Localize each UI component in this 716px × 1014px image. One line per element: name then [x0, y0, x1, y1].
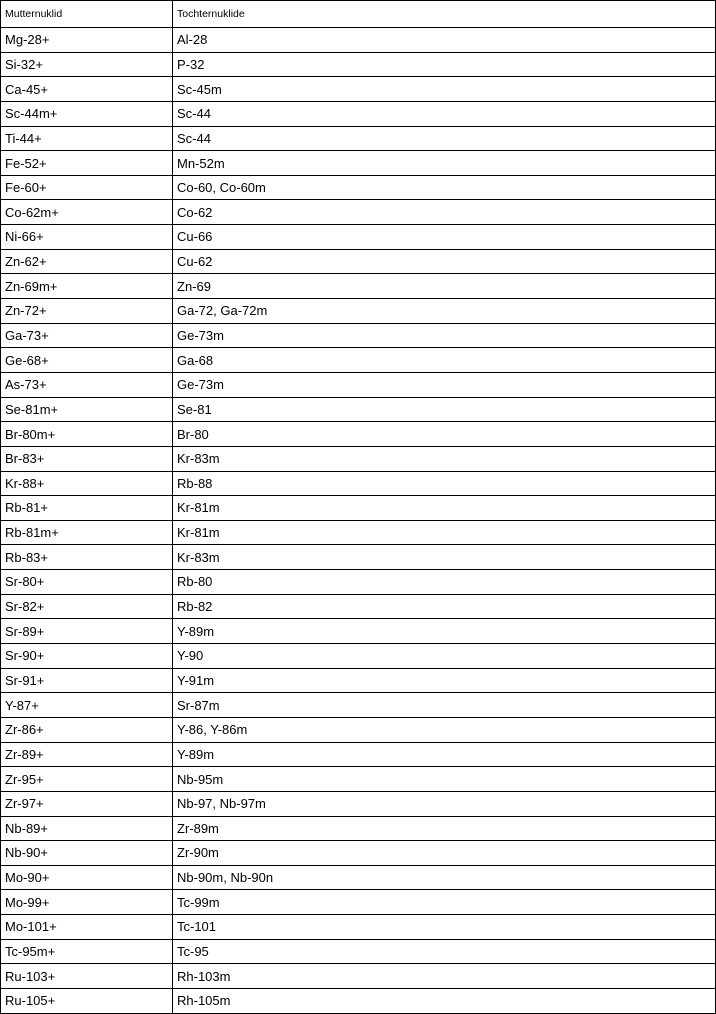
table-row	[1, 915, 716, 940]
daughter-nuclides-cell: Nb-90m, Nb-90n	[173, 865, 716, 890]
daughter-nuclides-cell: Nb-97, Nb-97m	[173, 791, 716, 816]
parent-nuclide-cell: As-73+	[1, 372, 173, 397]
table-row	[1, 742, 716, 767]
table-row	[1, 717, 716, 742]
table-row	[1, 890, 716, 915]
header-daughter-nuclides: Tochternuklide	[173, 1, 716, 28]
parent-nuclide-cell: Sr-90+	[1, 644, 173, 669]
parent-nuclide-cell: Ge-68+	[1, 348, 173, 373]
parent-nuclide-cell: Sr-89+	[1, 619, 173, 644]
daughter-nuclides-cell: Ga-68	[173, 348, 716, 373]
table-row	[1, 865, 716, 890]
daughter-nuclides-cell: Zr-89m	[173, 816, 716, 841]
daughter-nuclides-cell: Ga-72, Ga-72m	[173, 299, 716, 324]
parent-nuclide-cell: Fe-60+	[1, 175, 173, 200]
table-row	[1, 101, 716, 126]
parent-nuclide-cell: Mg-28+	[1, 28, 173, 53]
parent-nuclide-cell: Zr-89+	[1, 742, 173, 767]
parent-nuclide-cell: Sr-80+	[1, 570, 173, 595]
daughter-nuclides-cell: Rh-105m	[173, 988, 716, 1013]
table-body	[1, 28, 716, 1014]
daughter-nuclides-cell: Co-62	[173, 200, 716, 225]
parent-nuclide-cell: Si-32+	[1, 52, 173, 77]
daughter-nuclides-cell: Ge-73m	[173, 323, 716, 348]
parent-nuclide-cell: Ca-45+	[1, 77, 173, 102]
daughter-nuclides-cell: Ge-73m	[173, 372, 716, 397]
daughter-nuclides-cell: Rb-88	[173, 471, 716, 496]
table-row	[1, 274, 716, 299]
daughter-nuclides-cell: Tc-101	[173, 915, 716, 940]
header-row	[1, 1, 716, 28]
table-row	[1, 939, 716, 964]
parent-nuclide-cell: Ga-73+	[1, 323, 173, 348]
daughter-nuclides-cell: Cu-66	[173, 225, 716, 250]
table-row	[1, 693, 716, 718]
table-row	[1, 126, 716, 151]
parent-nuclide-cell: Ni-66+	[1, 225, 173, 250]
daughter-nuclides-cell: Tc-95	[173, 939, 716, 964]
table-row	[1, 644, 716, 669]
daughter-nuclides-cell: Al-28	[173, 28, 716, 53]
table-row	[1, 841, 716, 866]
parent-nuclide-cell: Mo-101+	[1, 915, 173, 940]
parent-nuclide-cell: Zn-69m+	[1, 274, 173, 299]
table-row	[1, 520, 716, 545]
parent-nuclide-cell: Zn-62+	[1, 249, 173, 274]
parent-nuclide-cell: Y-87+	[1, 693, 173, 718]
table-row	[1, 816, 716, 841]
table-row	[1, 471, 716, 496]
daughter-nuclides-cell: Br-80	[173, 422, 716, 447]
table-row	[1, 323, 716, 348]
parent-nuclide-cell: Zr-97+	[1, 791, 173, 816]
daughter-nuclides-cell: Sr-87m	[173, 693, 716, 718]
parent-nuclide-cell: Sc-44m+	[1, 101, 173, 126]
daughter-nuclides-cell: Sc-44	[173, 101, 716, 126]
parent-nuclide-cell: Rb-81+	[1, 496, 173, 521]
daughter-nuclides-cell: Cu-62	[173, 249, 716, 274]
parent-nuclide-cell: Zn-72+	[1, 299, 173, 324]
daughter-nuclides-cell: P-32	[173, 52, 716, 77]
table-row	[1, 28, 716, 53]
parent-nuclide-cell: Zr-95+	[1, 767, 173, 792]
daughter-nuclides-cell: Rh-103m	[173, 964, 716, 989]
daughter-nuclides-cell: Sc-44	[173, 126, 716, 151]
daughter-nuclides-cell: Rb-80	[173, 570, 716, 595]
daughter-nuclides-cell: Kr-81m	[173, 496, 716, 521]
table-row	[1, 668, 716, 693]
parent-nuclide-cell: Rb-81m+	[1, 520, 173, 545]
daughter-nuclides-cell: Y-90	[173, 644, 716, 669]
table-row	[1, 397, 716, 422]
parent-nuclide-cell: Sr-82+	[1, 594, 173, 619]
parent-nuclide-cell: Rb-83+	[1, 545, 173, 570]
parent-nuclide-cell: Mo-99+	[1, 890, 173, 915]
table-row	[1, 348, 716, 373]
table-row	[1, 791, 716, 816]
parent-nuclide-cell: Co-62m+	[1, 200, 173, 225]
parent-nuclide-cell: Tc-95m+	[1, 939, 173, 964]
daughter-nuclides-cell: Sc-45m	[173, 77, 716, 102]
daughter-nuclides-cell: Zr-90m	[173, 841, 716, 866]
table-row	[1, 151, 716, 176]
table-row	[1, 200, 716, 225]
table-row	[1, 52, 716, 77]
parent-nuclide-cell: Ti-44+	[1, 126, 173, 151]
daughter-nuclides-cell: Zn-69	[173, 274, 716, 299]
daughter-nuclides-cell: Kr-83m	[173, 545, 716, 570]
table-row	[1, 619, 716, 644]
parent-nuclide-cell: Ru-105+	[1, 988, 173, 1013]
table-row	[1, 77, 716, 102]
parent-nuclide-cell: Zr-86+	[1, 717, 173, 742]
parent-nuclide-cell: Nb-90+	[1, 841, 173, 866]
table-row	[1, 570, 716, 595]
daughter-nuclides-cell: Y-86, Y-86m	[173, 717, 716, 742]
table-row	[1, 496, 716, 521]
parent-nuclide-cell: Kr-88+	[1, 471, 173, 496]
table-row	[1, 372, 716, 397]
daughter-nuclides-cell: Y-89m	[173, 619, 716, 644]
daughter-nuclides-cell: Tc-99m	[173, 890, 716, 915]
parent-nuclide-cell: Br-83+	[1, 446, 173, 471]
daughter-nuclides-cell: Co-60, Co-60m	[173, 175, 716, 200]
parent-nuclide-cell: Br-80m+	[1, 422, 173, 447]
table-row	[1, 249, 716, 274]
table-row	[1, 422, 716, 447]
daughter-nuclides-cell: Kr-81m	[173, 520, 716, 545]
table-row	[1, 988, 716, 1013]
table-row	[1, 446, 716, 471]
table-row	[1, 594, 716, 619]
daughter-nuclides-cell: Kr-83m	[173, 446, 716, 471]
table-row	[1, 767, 716, 792]
parent-nuclide-cell: Se-81m+	[1, 397, 173, 422]
parent-nuclide-cell: Mo-90+	[1, 865, 173, 890]
table-row	[1, 299, 716, 324]
daughter-nuclides-cell: Se-81	[173, 397, 716, 422]
table-row	[1, 225, 716, 250]
table-row	[1, 175, 716, 200]
daughter-nuclides-cell: Y-89m	[173, 742, 716, 767]
parent-nuclide-cell: Nb-89+	[1, 816, 173, 841]
header-parent-nuclide: Mutternuklid	[1, 1, 173, 28]
daughter-nuclides-cell: Rb-82	[173, 594, 716, 619]
daughter-nuclides-cell: Nb-95m	[173, 767, 716, 792]
table-row	[1, 964, 716, 989]
daughter-nuclides-cell: Mn-52m	[173, 151, 716, 176]
parent-nuclide-cell: Ru-103+	[1, 964, 173, 989]
table-row	[1, 545, 716, 570]
daughter-nuclides-cell: Y-91m	[173, 668, 716, 693]
parent-nuclide-cell: Sr-91+	[1, 668, 173, 693]
parent-nuclide-cell: Fe-52+	[1, 151, 173, 176]
